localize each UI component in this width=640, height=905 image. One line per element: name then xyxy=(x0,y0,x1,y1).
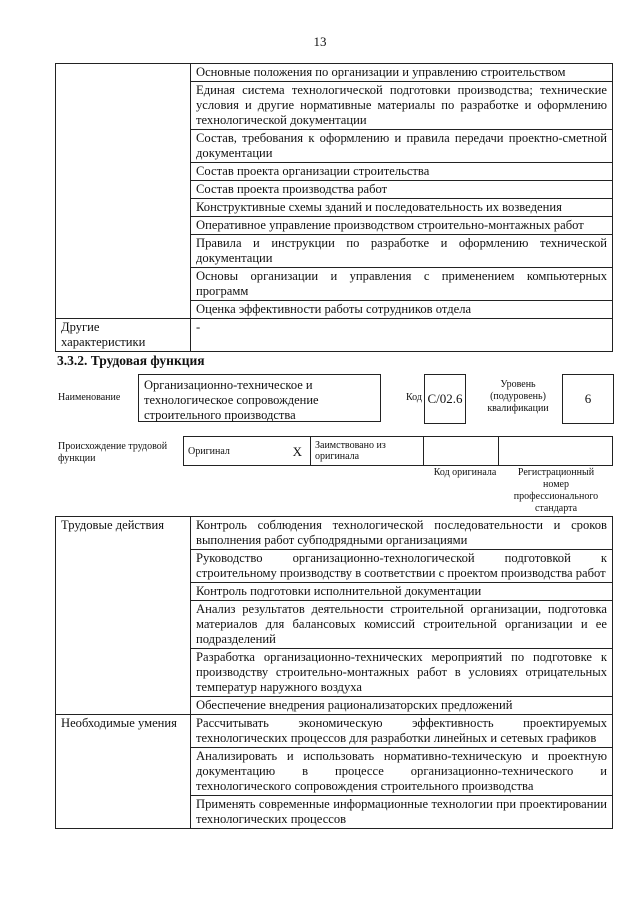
origin-label: Происхождение трудовой функции xyxy=(58,441,168,464)
labor-function-table xyxy=(55,516,613,829)
code-label: Код xyxy=(406,392,422,403)
qualification-level-box: 6 xyxy=(562,374,614,424)
knowledge-item: Состав проекта организации строительства xyxy=(191,163,613,181)
table-row xyxy=(184,437,613,466)
knowledge-label-cell xyxy=(56,64,191,319)
section-heading: 3.3.2. Трудовая функция xyxy=(57,353,205,368)
table-row xyxy=(56,64,613,82)
table-row xyxy=(56,319,613,352)
labor-actions-label: Трудовые действия xyxy=(56,517,191,715)
name-label: Наименование xyxy=(58,392,121,403)
skills-label: Необходимые умения xyxy=(56,715,191,829)
knowledge-item: Правила и инструкции по разработке и оформлению технической документации xyxy=(191,235,613,268)
knowledge-item: Оперативное управление производством строительно-монтажных работ xyxy=(191,217,613,235)
labor-action-item: Контроль соблюдения технологической последовательности и сроков выполнения работ субподрядными организациями xyxy=(191,517,613,550)
knowledge-item: Единая система технологической подготовки производства; технические условия и другие нормативные материалы по разработке и оформлению технологической документации xyxy=(191,82,613,130)
skill-item: Рассчитывать экономическую эффективность проектируемых технологических процессов для разработки линейных и сетевых графиков xyxy=(191,715,613,748)
original-cell xyxy=(184,437,311,466)
knowledge-item: Оценка эффективности работы сотрудников отдела xyxy=(191,301,613,319)
labor-action-item: Анализ результатов деятельности строительной организации, подготовка материалов для балансовых комиссий строительной организации и ее подразделений xyxy=(191,601,613,649)
table-row xyxy=(56,517,613,550)
borrowed-cell: Заимствовано из оригинала xyxy=(311,437,424,466)
registration-number-caption: Регистрационный номер профессионального стандарта xyxy=(513,467,599,514)
knowledge-item: Состав проекта производства работ xyxy=(191,181,613,199)
level-label: Уровень (подуровень) квалификации xyxy=(487,379,549,414)
knowledge-item: Конструктивные схемы зданий и последовательность их возведения xyxy=(191,199,613,217)
skill-item: Применять современные информационные технологии при проектировании технологических процессов xyxy=(191,796,613,829)
origin-table xyxy=(183,436,613,466)
knowledge-item: Основные положения по организации и управлению строительством xyxy=(191,64,613,82)
knowledge-item: Основы организации и управления с применением компьютерных программ xyxy=(191,268,613,301)
labor-action-item: Обеспечение внедрения рационализаторских предложений xyxy=(191,697,613,715)
other-label: Другие характеристики xyxy=(56,319,191,352)
labor-action-item: Разработка организационно-технических мероприятий по подготовке к производству строительно-монтажных работ в условиях отрицательных температур наружного воздуха xyxy=(191,649,613,697)
labor-action-item: Руководство организационно-технологической подготовкой к строительному производству в соответствии с проектом производства работ xyxy=(191,550,613,583)
original-code-caption: Код оригинала xyxy=(433,467,497,478)
original-mark: X xyxy=(292,443,302,459)
function-code-box: C/02.6 xyxy=(424,374,466,424)
knowledge-table xyxy=(55,63,613,352)
other-value: - xyxy=(191,319,613,352)
knowledge-item: Состав, требования к оформлению и правила передачи проектно-сметной документации xyxy=(191,130,613,163)
registration-number-cell xyxy=(499,437,613,466)
original-label: Оригинал xyxy=(188,445,230,457)
function-name-box: Организационно-техническое и технологическое сопровождение строительного производства xyxy=(138,374,381,422)
table-row xyxy=(56,715,613,748)
labor-action-item: Контроль подготовки исполнительной документации xyxy=(191,583,613,601)
original-code-cell xyxy=(424,437,499,466)
page-number: 13 xyxy=(313,34,327,49)
skill-item: Анализировать и использовать нормативно-техническую и проектную документацию в процессе организационно-технического и технологического сопровождения строительного производства xyxy=(191,748,613,796)
